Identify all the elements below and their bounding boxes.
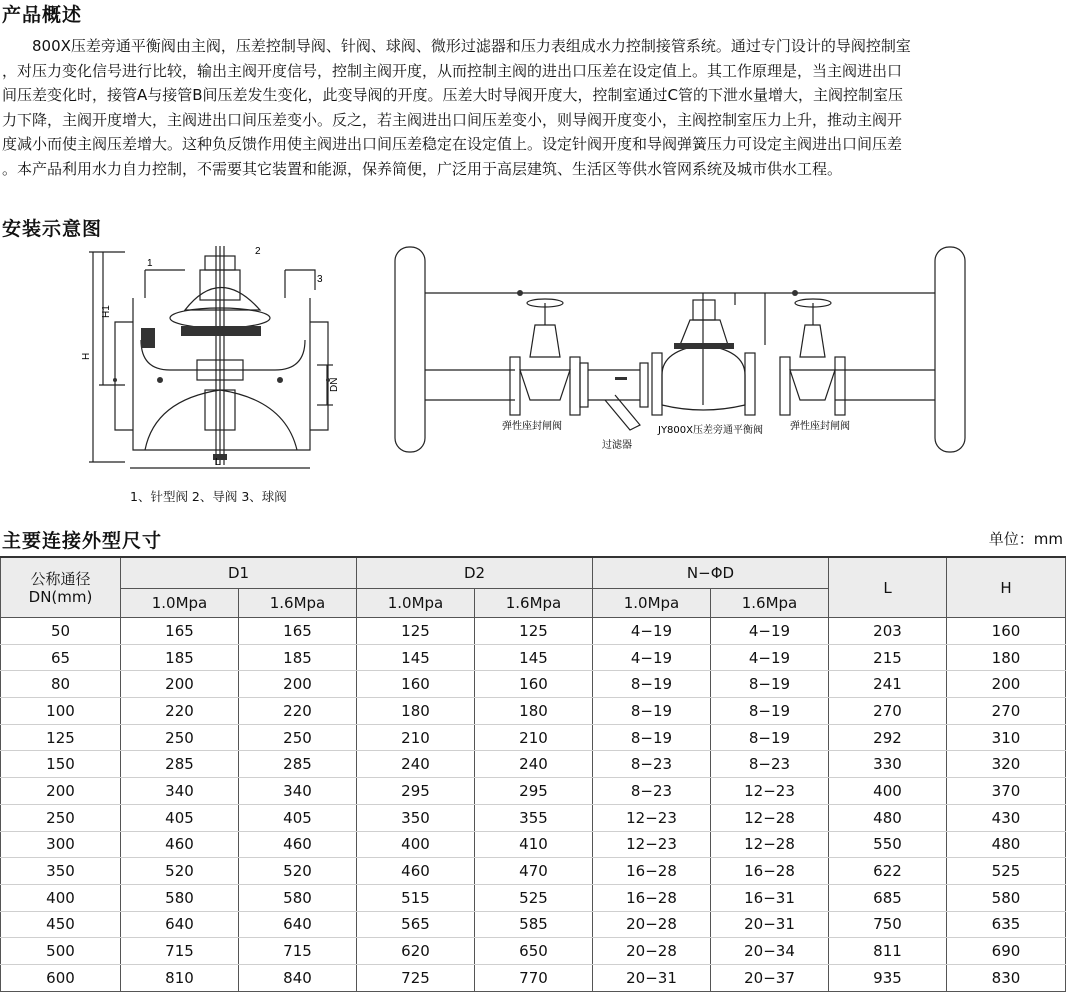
cell-nphid-16: 12−28 — [711, 804, 829, 831]
cell-l: 400 — [829, 778, 947, 805]
cell-l: 215 — [829, 644, 947, 671]
header-pressure: 1.6Mpa — [239, 589, 357, 618]
cell-d2-16: 650 — [475, 938, 593, 965]
table-row — [1, 938, 1066, 965]
cell-d1-10: 520 — [121, 858, 239, 885]
cell-nphid-16: 8−19 — [711, 724, 829, 751]
cell-nphid-16: 4−19 — [711, 644, 829, 671]
label-gate-valve-left: 弹性座封闸阀 — [502, 421, 562, 432]
cell-d1-16: 520 — [239, 858, 357, 885]
header-d1: D1 — [121, 557, 357, 589]
cell-dn: 600 — [1, 964, 121, 991]
header-pressure: 1.6Mpa — [475, 589, 593, 618]
table-row — [1, 804, 1066, 831]
overview-line: 间压差变化时，接管A与接管B间压差发生变化，此变导阀的开度。压差大时导阀开度大，控制室通过C管的下泄水量增大，主阀控制室压 — [2, 86, 904, 104]
cell-d1-16: 715 — [239, 938, 357, 965]
header-h: H — [947, 557, 1066, 618]
cell-d2-16: 355 — [475, 804, 593, 831]
cell-dn: 400 — [1, 884, 121, 911]
cell-d2-10: 295 — [357, 778, 475, 805]
cell-dn: 450 — [1, 911, 121, 938]
dimensions-table — [0, 556, 1066, 992]
cell-d2-16: 770 — [475, 964, 593, 991]
cell-l: 622 — [829, 858, 947, 885]
cell-nphid-10: 12−23 — [593, 804, 711, 831]
cell-d1-10: 460 — [121, 831, 239, 858]
installation-layout-diagram — [390, 245, 965, 460]
table-body — [1, 618, 1066, 992]
cell-d1-10: 285 — [121, 751, 239, 778]
header-dn — [1, 557, 121, 618]
cell-d1-10: 405 — [121, 804, 239, 831]
cell-h: 430 — [947, 804, 1066, 831]
cell-nphid-10: 16−28 — [593, 884, 711, 911]
cell-d1-10: 715 — [121, 938, 239, 965]
install-title: 安装示意图 — [2, 218, 103, 240]
cell-d2-16: 410 — [475, 831, 593, 858]
cell-dn: 65 — [1, 644, 121, 671]
cell-d1-16: 200 — [239, 671, 357, 698]
cell-d2-10: 125 — [357, 618, 475, 645]
cell-dn: 50 — [1, 618, 121, 645]
cell-d2-10: 145 — [357, 644, 475, 671]
cell-l: 685 — [829, 884, 947, 911]
cell-h: 180 — [947, 644, 1066, 671]
cell-d2-10: 515 — [357, 884, 475, 911]
table-row — [1, 724, 1066, 751]
cell-d1-10: 810 — [121, 964, 239, 991]
cell-d2-10: 460 — [357, 858, 475, 885]
cell-d1-16: 285 — [239, 751, 357, 778]
cell-d1-16: 250 — [239, 724, 357, 751]
cell-d1-10: 580 — [121, 884, 239, 911]
cell-h: 690 — [947, 938, 1066, 965]
overview-paragraph — [2, 34, 1064, 181]
label-gate-valve-right: 弹性座封闸阀 — [790, 421, 850, 432]
cell-nphid-10: 16−28 — [593, 858, 711, 885]
cell-d2-10: 180 — [357, 698, 475, 725]
cell-dn: 250 — [1, 804, 121, 831]
table-row — [1, 964, 1066, 991]
cell-d1-10: 640 — [121, 911, 239, 938]
cell-d2-16: 470 — [475, 858, 593, 885]
cell-d1-16: 840 — [239, 964, 357, 991]
cell-d1-16: 185 — [239, 644, 357, 671]
dim-h1: H1 — [101, 305, 112, 318]
cell-l: 935 — [829, 964, 947, 991]
cell-h: 160 — [947, 618, 1066, 645]
label-filter: 过滤器 — [602, 440, 632, 451]
cell-h: 200 — [947, 671, 1066, 698]
cell-nphid-10: 4−19 — [593, 618, 711, 645]
cell-d2-10: 160 — [357, 671, 475, 698]
cell-h: 310 — [947, 724, 1066, 751]
cell-l: 292 — [829, 724, 947, 751]
header-dn-line1: 公称通径 — [30, 569, 91, 588]
cell-d1-16: 340 — [239, 778, 357, 805]
cell-nphid-10: 20−31 — [593, 964, 711, 991]
header-dn-line2: DN(mm) — [28, 587, 93, 606]
cell-d2-16: 240 — [475, 751, 593, 778]
table-row — [1, 751, 1066, 778]
cell-h: 370 — [947, 778, 1066, 805]
table-row — [1, 698, 1066, 725]
dim-dn: DN — [329, 377, 340, 392]
callout-2: 2 — [255, 246, 261, 257]
cell-nphid-10: 8−23 — [593, 751, 711, 778]
table-row — [1, 884, 1066, 911]
header-pressure: 1.0Mpa — [357, 589, 475, 618]
callout-1: 1 — [147, 258, 153, 269]
cell-l: 480 — [829, 804, 947, 831]
cell-d2-16: 295 — [475, 778, 593, 805]
cell-l: 750 — [829, 911, 947, 938]
cell-l: 241 — [829, 671, 947, 698]
table-row — [1, 618, 1066, 645]
cell-nphid-10: 20−28 — [593, 938, 711, 965]
cell-l: 330 — [829, 751, 947, 778]
cell-d2-10: 210 — [357, 724, 475, 751]
cell-d2-16: 160 — [475, 671, 593, 698]
cell-dn: 125 — [1, 724, 121, 751]
valve-section-diagram — [81, 240, 415, 485]
cell-h: 580 — [947, 884, 1066, 911]
cell-dn: 300 — [1, 831, 121, 858]
cell-d1-16: 165 — [239, 618, 357, 645]
cell-nphid-10: 8−19 — [593, 724, 711, 751]
cell-d1-10: 200 — [121, 671, 239, 698]
label-main-valve: JY800X压差旁通平衡阀 — [658, 425, 763, 436]
callout-3: 3 — [317, 274, 323, 285]
cell-l: 203 — [829, 618, 947, 645]
cell-d2-10: 240 — [357, 751, 475, 778]
cell-d1-10: 185 — [121, 644, 239, 671]
cell-nphid-16: 8−23 — [711, 751, 829, 778]
header-pressure: 1.0Mpa — [593, 589, 711, 618]
cell-nphid-10: 4−19 — [593, 644, 711, 671]
header-pressure: 1.0Mpa — [121, 589, 239, 618]
cell-d1-10: 340 — [121, 778, 239, 805]
dim-l: L — [215, 457, 221, 468]
overview-line: 800X压差旁通平衡阀由主阀，压差控制导阀、针阀、球阀、微形过滤器和压力表组成水力控制接管系统。通过专门设计的导阀控制室 — [2, 37, 911, 55]
cell-l: 550 — [829, 831, 947, 858]
cell-d1-16: 640 — [239, 911, 357, 938]
table-title: 主要连接外型尺寸 — [2, 530, 163, 552]
cell-d2-10: 350 — [357, 804, 475, 831]
cell-d2-16: 180 — [475, 698, 593, 725]
cell-nphid-16: 12−28 — [711, 831, 829, 858]
cell-l: 270 — [829, 698, 947, 725]
cell-h: 480 — [947, 831, 1066, 858]
overview-line: 度减小而使主阀压差增大。这种负反馈作用使主阀进出口间压差稳定在设定值上。设定针阀开度和导阀弹簧压力可设定主阀进出口间压差 — [2, 135, 903, 153]
unit-label: 单位：mm — [988, 530, 1063, 548]
cell-d2-16: 525 — [475, 884, 593, 911]
overview-line: 力下降，主阀开度增大，主阀进出口间压差变小。反之，若主阀进出口间压差变小，则导阀开度变小，主阀控制室压力上升，推动主阀开 — [2, 110, 903, 129]
cell-dn: 100 — [1, 698, 121, 725]
cell-nphid-16: 8−19 — [711, 671, 829, 698]
cell-d1-10: 165 — [121, 618, 239, 645]
table-row — [1, 858, 1066, 885]
table-row — [1, 778, 1066, 805]
table-row — [1, 671, 1066, 698]
cell-d1-16: 460 — [239, 831, 357, 858]
table-row — [1, 644, 1066, 671]
cell-d2-10: 725 — [357, 964, 475, 991]
valve-legend: 1、针型阀 2、导阀 3、球阀 — [130, 489, 287, 504]
cell-nphid-16: 16−28 — [711, 858, 829, 885]
cell-nphid-16: 20−31 — [711, 911, 829, 938]
cell-dn: 150 — [1, 751, 121, 778]
cell-nphid-16: 12−23 — [711, 778, 829, 805]
overview-line: 。本产品利用水力自力控制，不需要其它装置和能源，保养简便，广泛用于高层建筑、生活区等供水管网系统及城市供水工程。 — [2, 159, 843, 178]
cell-d2-16: 585 — [475, 911, 593, 938]
header-n-phid: N−ΦD — [593, 557, 829, 589]
cell-d2-10: 565 — [357, 911, 475, 938]
cell-nphid-10: 8−23 — [593, 778, 711, 805]
cell-dn: 80 — [1, 671, 121, 698]
cell-h: 830 — [947, 964, 1066, 991]
overview-title: 产品概述 — [2, 4, 83, 26]
cell-h: 270 — [947, 698, 1066, 725]
cell-nphid-16: 4−19 — [711, 618, 829, 645]
cell-d1-16: 220 — [239, 698, 357, 725]
cell-nphid-10: 20−28 — [593, 911, 711, 938]
cell-d1-10: 250 — [121, 724, 239, 751]
cell-dn: 350 — [1, 858, 121, 885]
cell-d2-16: 125 — [475, 618, 593, 645]
header-pressure: 1.6Mpa — [711, 589, 829, 618]
cell-nphid-10: 12−23 — [593, 831, 711, 858]
cell-d1-10: 220 — [121, 698, 239, 725]
cell-h: 320 — [947, 751, 1066, 778]
cell-d2-16: 210 — [475, 724, 593, 751]
table-row — [1, 831, 1066, 858]
cell-nphid-16: 8−19 — [711, 698, 829, 725]
cell-d2-16: 145 — [475, 644, 593, 671]
cell-l: 811 — [829, 938, 947, 965]
cell-d1-16: 405 — [239, 804, 357, 831]
cell-d2-10: 400 — [357, 831, 475, 858]
cell-dn: 500 — [1, 938, 121, 965]
cell-d1-16: 580 — [239, 884, 357, 911]
table-row — [1, 911, 1066, 938]
header-l: L — [829, 557, 947, 618]
header-d2: D2 — [357, 557, 593, 589]
cell-dn: 200 — [1, 778, 121, 805]
dim-h: H — [81, 352, 92, 360]
overview-line: ，对压力变化信号进行比较，输出主阀开度信号，控制主阀开度，从而控制主阀的进出口压差在设定值上。其工作原理是，当主阀进出口 — [2, 61, 903, 80]
cell-nphid-10: 8−19 — [593, 698, 711, 725]
cell-nphid-16: 16−31 — [711, 884, 829, 911]
cell-nphid-16: 20−34 — [711, 938, 829, 965]
cell-h: 525 — [947, 858, 1066, 885]
cell-d2-10: 620 — [357, 938, 475, 965]
cell-nphid-10: 8−19 — [593, 671, 711, 698]
cell-h: 635 — [947, 911, 1066, 938]
cell-nphid-16: 20−37 — [711, 964, 829, 991]
